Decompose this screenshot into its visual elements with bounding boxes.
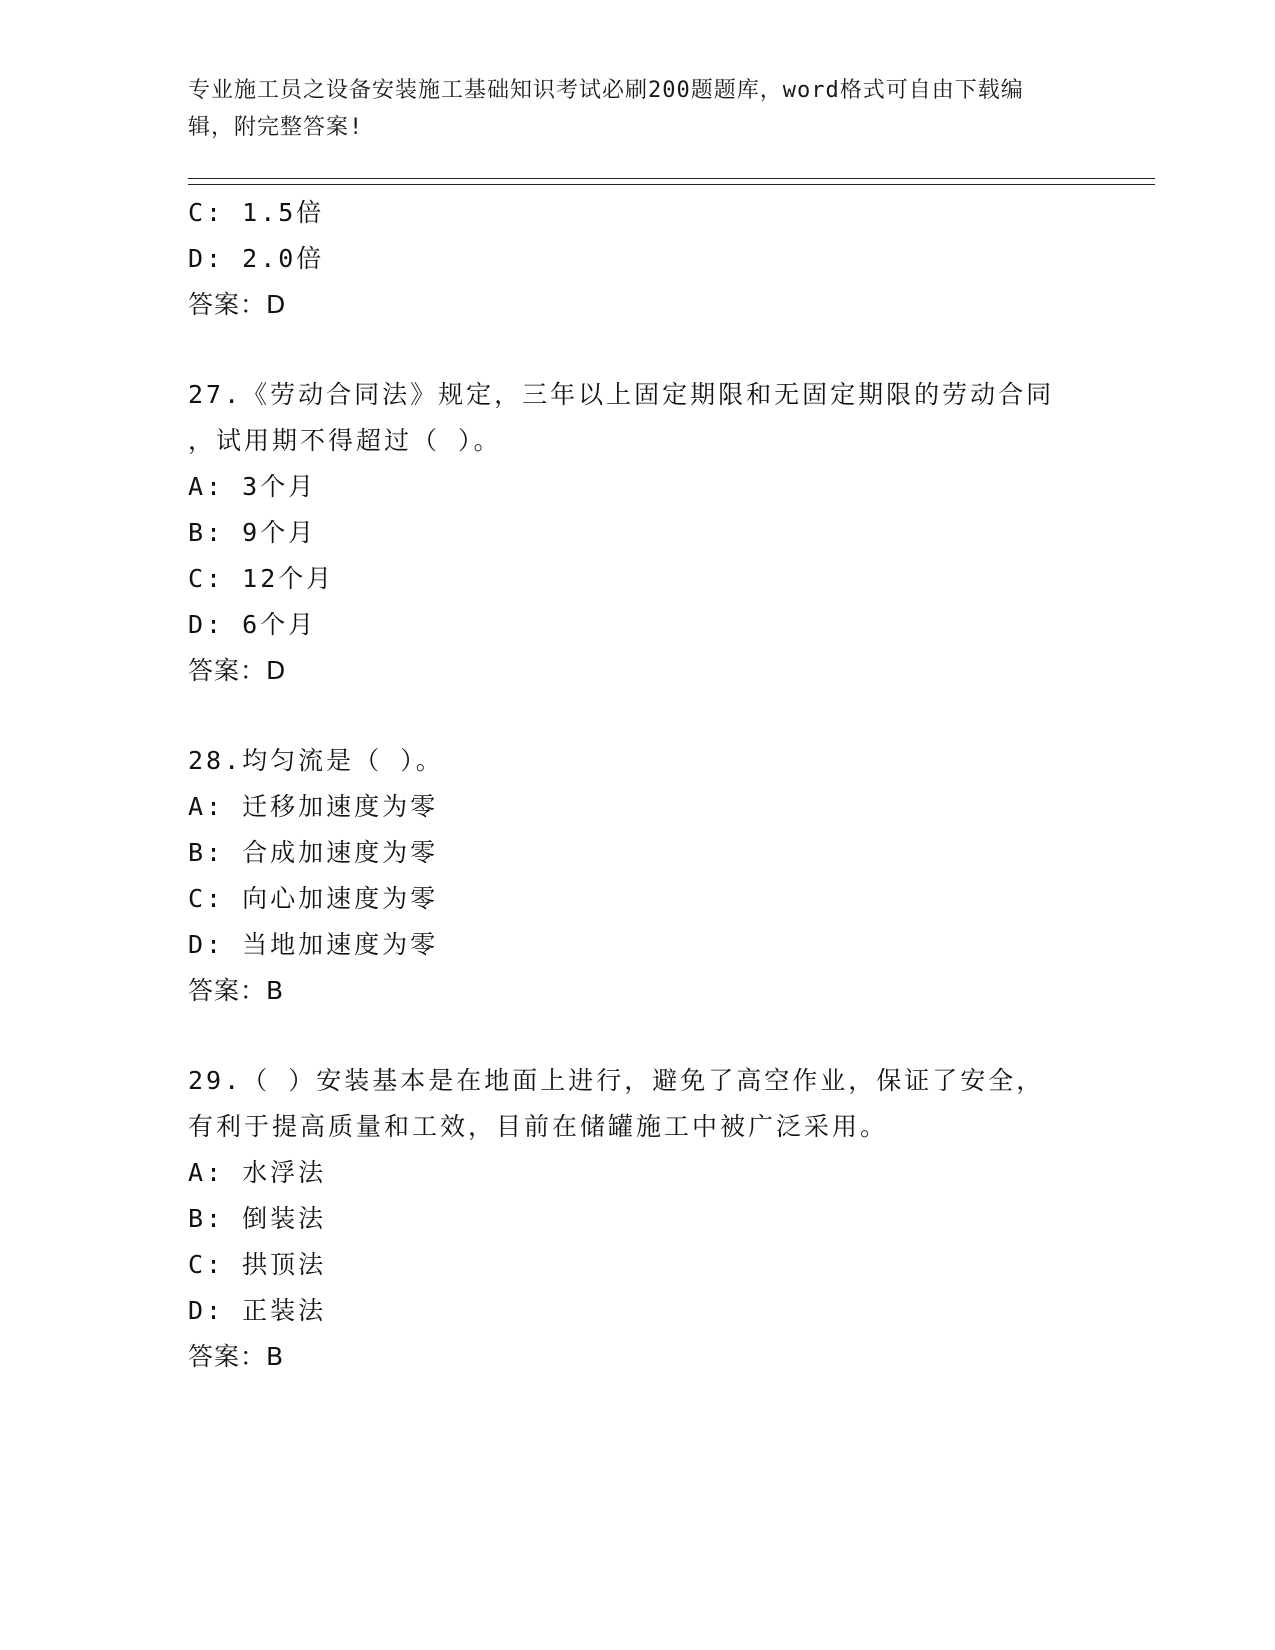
header-divider xyxy=(188,178,1155,185)
question-stem-line: 27.《劳动合同法》规定，三年以上固定期限和无固定期限的劳动合同 xyxy=(188,380,1055,409)
question-28 xyxy=(188,738,1088,1014)
option-a: A: 水浮法 xyxy=(188,1158,327,1187)
question-content xyxy=(188,190,1088,1380)
option-c: C: 12个月 xyxy=(188,564,335,593)
page-header: 专业施工员之设备安装施工基础知识考试必刷200题题库，word格式可自由下载编辑，附完整答案! xyxy=(188,78,1024,140)
answer-line: 答案：B xyxy=(188,976,285,1005)
option-a: A: 迁移加速度为零 xyxy=(188,792,439,821)
question-stem-line: 29.（ ）安装基本是在地面上进行，避免了高空作业，保证了安全， xyxy=(188,1066,1045,1095)
option-c: C: 1.5倍 xyxy=(188,198,325,227)
question-29 xyxy=(188,1058,1088,1380)
option-d: D: 2.0倍 xyxy=(188,244,325,273)
option-d: D: 正装法 xyxy=(188,1296,327,1325)
option-b: B: 倒装法 xyxy=(188,1204,327,1233)
question-27 xyxy=(188,372,1088,694)
option-b: B: 9个月 xyxy=(188,518,317,547)
option-d: D: 当地加速度为零 xyxy=(188,930,439,959)
answer-line: 答案：D xyxy=(188,290,287,319)
question-stem-line: ，试用期不得超过（ ）。 xyxy=(188,426,502,455)
answer-line: 答案：D xyxy=(188,656,287,685)
option-c: C: 向心加速度为零 xyxy=(188,884,439,913)
partial-question xyxy=(188,190,1088,328)
option-c: C: 拱顶法 xyxy=(188,1250,327,1279)
option-a: A: 3个月 xyxy=(188,472,317,501)
answer-line: 答案：B xyxy=(188,1342,285,1371)
option-d: D: 6个月 xyxy=(188,610,317,639)
question-stem-line: 有利于提高质量和工效，目前在储罐施工中被广泛采用。 xyxy=(188,1112,889,1141)
question-stem-line: 28.均匀流是（ ）。 xyxy=(188,746,444,775)
option-b: B: 合成加速度为零 xyxy=(188,838,439,867)
